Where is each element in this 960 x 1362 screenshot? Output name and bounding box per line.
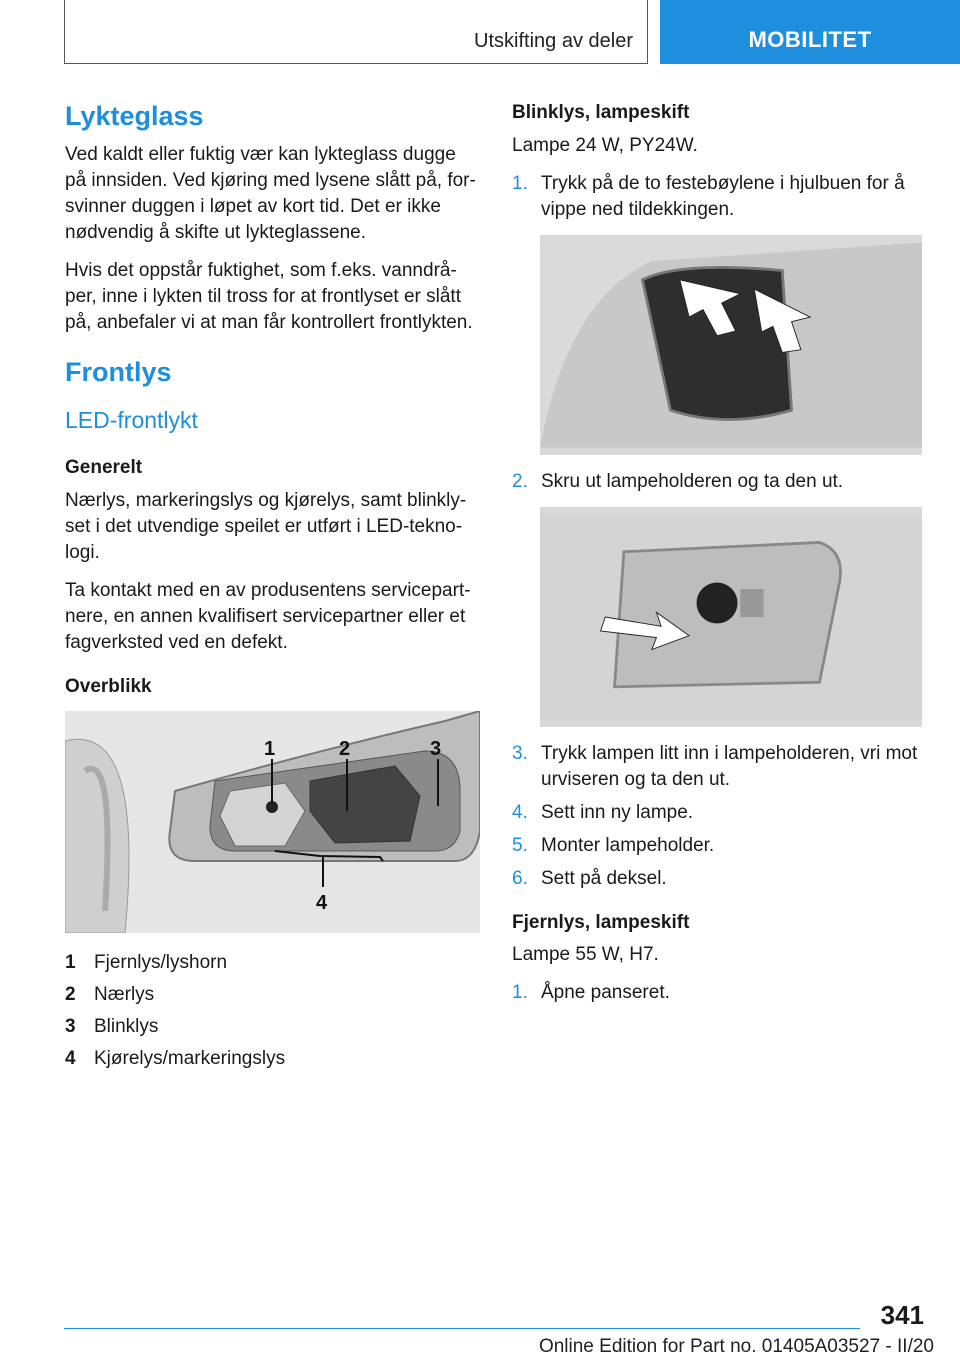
step-number: 2. (512, 470, 528, 492)
paragraph-fuktighet: Hvis det oppstår fuktighet, som f.eks. vanndråper, inne i lykten til tross for at frontlyset er slått på, anbefaler vi at man får kontrollert frontlykten. (65, 259, 473, 333)
legend-number: 4 (65, 1047, 76, 1069)
steps-list (512, 171, 922, 223)
step-text: Trykk på de to festebøylene i hjulbuen for å vippe ned tildekkingen. (541, 172, 905, 220)
step-item (512, 469, 922, 495)
legend-label: Kjørelys/markeringslys (94, 1047, 286, 1069)
step-item (512, 833, 922, 859)
step-item (512, 171, 922, 223)
left-column (65, 100, 480, 1075)
legend-number: 1 (65, 951, 76, 973)
legend-number: 3 (65, 1015, 76, 1037)
header-section-box (64, 0, 648, 64)
overview-legend (65, 947, 480, 1075)
step-text: Sett på deksel. (541, 867, 667, 889)
header-chapter-tab[interactable] (660, 0, 960, 64)
legend-item (65, 1011, 480, 1043)
figure-label-2: 2 (339, 737, 351, 760)
heading-overblikk: Overblikk (65, 675, 152, 697)
steps-list (512, 469, 922, 495)
step-text: Åpne panseret. (541, 982, 670, 1004)
heading-generelt: Generelt (65, 457, 143, 479)
step-item (512, 800, 922, 826)
paragraph-led: Nærlys, markeringslys og kjørelys, samt blinklyset i det utvendige speilet er utført i LED-teknologi. (65, 489, 467, 563)
figure-label-1: 1 (264, 737, 276, 760)
legend-item (65, 947, 480, 979)
legend-label: Nærlys (94, 983, 155, 1005)
wheel-arch-cover-figure (540, 235, 922, 455)
paragraph-lampe-fjernlys: Lampe 55 W, H7. (512, 944, 659, 966)
figure-label-4: 4 (316, 891, 328, 914)
paragraph-kontakt: Ta kontakt med en av produsentens servicepartnere, en annen kvalifisert servicepartner eller et fagverksted ved en defekt. (65, 579, 471, 653)
heading-led-frontlykt: LED-frontlykt (65, 406, 198, 433)
legend-number: 2 (65, 983, 76, 1005)
header-section-title: Utskifting av deler (474, 30, 633, 52)
legend-item (65, 1043, 480, 1075)
right-column (512, 100, 922, 1018)
legend-item (65, 979, 480, 1011)
step-text: Sett inn ny lampe. (541, 801, 694, 823)
figure-label-3: 3 (430, 737, 442, 760)
paragraph-lampe-blinklys: Lampe 24 W, PY24W. (512, 134, 698, 156)
lamp-holder-figure (540, 507, 922, 727)
step-text: Trykk lampen litt inn i lampeholderen, vri mot urviseren og ta den ut. (541, 742, 918, 790)
step-item (512, 980, 922, 1006)
step-number: 5. (512, 834, 528, 856)
legend-label: Fjernlys/lyshorn (94, 951, 228, 973)
steps-list (512, 741, 922, 892)
footer-divider (64, 1328, 860, 1329)
step-number: 6. (512, 867, 528, 889)
headlight-overview-figure (65, 711, 480, 933)
step-number: 3. (512, 742, 528, 764)
step-number: 4. (512, 801, 528, 823)
step-number: 1. (512, 172, 528, 194)
steps-list (512, 980, 922, 1006)
step-text: Monter lampeholder. (541, 834, 715, 856)
step-text: Skru ut lampeholderen og ta den ut. (541, 470, 844, 492)
legend-label: Blinklys (94, 1015, 159, 1037)
heading-blinklys: Blinklys, lampeskift (512, 102, 690, 123)
step-item (512, 741, 922, 793)
heading-frontlys: Frontlys (65, 356, 172, 387)
heading-fjernlys: Fjernlys, lampeskift (512, 911, 690, 933)
step-item (512, 866, 922, 892)
paragraph-dugg: Ved kaldt eller fuktig vær kan lykteglass dugge på innsiden. Ved kjøring med lysene slått på, forsvinner duggen i løpet av kort tid. Det er ikke nødvendig å skifte ut lykteglassene. (65, 143, 476, 243)
heading-lykteglass: Lykteglass (65, 101, 204, 131)
header-chapter-label: MOBILITET (748, 27, 872, 52)
page-number: 341 (880, 1300, 924, 1330)
footer-edition-link[interactable]: Online Edition for Part no. 01405A03527 - II/20 (538, 1336, 934, 1357)
step-number: 1. (512, 982, 528, 1004)
